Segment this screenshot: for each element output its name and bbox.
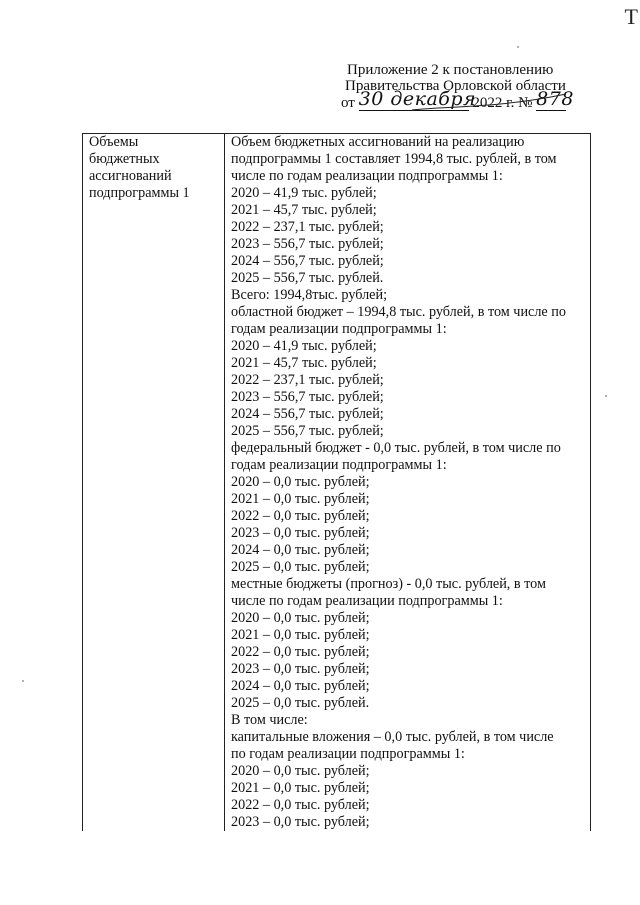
handwritten-date-field — [358, 88, 477, 111]
row-label-cell — [83, 134, 225, 832]
text-line: федеральный бюджет - 0,0 тыс. рублей, в том числе по — [231, 440, 561, 456]
text-line: числе по годам реализации подпрограммы 1: — [231, 593, 503, 609]
text-line: по годам реализации подпрограммы 1: — [231, 746, 465, 762]
text-line: 2022 – 0,0 тыс. рублей; — [231, 644, 370, 660]
text-line: 2020 – 0,0 тыс. рублей; — [231, 763, 370, 779]
text-line: 2022 – 237,1 тыс. рублей; — [231, 372, 384, 388]
scan-speck — [517, 46, 519, 48]
text-line: бюджетных — [89, 151, 160, 167]
text-line: 2021 – 0,0 тыс. рублей; — [231, 780, 370, 796]
header-from-label: от — [341, 95, 355, 111]
text-line: Объемы — [89, 134, 139, 150]
text-line: 2025 – 0,0 тыс. рублей. — [231, 695, 370, 711]
text-line: ассигнований — [89, 168, 172, 184]
text-line: 2022 – 0,0 тыс. рублей; — [231, 797, 370, 813]
scan-speck — [605, 395, 607, 397]
text-line: 2021 – 45,7 тыс. рублей; — [231, 202, 377, 218]
text-line: подпрограммы 1 составляет 1994,8 тыс. рублей, в том — [231, 151, 557, 167]
text-line: 2024 – 0,0 тыс. рублей; — [231, 542, 370, 558]
text-line: 2023 – 0,0 тыс. рублей; — [231, 661, 370, 677]
document-header — [341, 62, 581, 111]
header-appendix-line: Приложение 2 к постановлению — [347, 62, 554, 78]
handwritten-number: 878 — [536, 88, 574, 110]
text-line: капитальные вложения – 0,0 тыс. рублей, в том числе — [231, 729, 554, 745]
text-line: 2024 – 556,7 тыс. рублей; — [231, 406, 384, 422]
text-line: 2022 – 237,1 тыс. рублей; — [231, 219, 384, 235]
row-content-cell — [225, 134, 591, 832]
handwritten-date: 30 декабря — [358, 88, 477, 110]
page-corner-mark: T — [624, 4, 638, 29]
text-line: 2025 – 556,7 тыс. рублей; — [231, 423, 384, 439]
handwritten-number-field — [536, 88, 574, 111]
text-line: годам реализации подпрограммы 1: — [231, 321, 447, 337]
text-line: 2024 – 0,0 тыс. рублей; — [231, 678, 370, 694]
scan-speck — [22, 680, 24, 682]
text-line: 2025 – 556,7 тыс. рублей. — [231, 270, 384, 286]
text-line: 2020 – 41,9 тыс. рублей; — [231, 185, 377, 201]
text-line: 2023 – 0,0 тыс. рублей; — [231, 525, 370, 541]
table-row — [83, 134, 591, 832]
text-line: 2023 – 556,7 тыс. рублей; — [231, 389, 384, 405]
text-line: В том числе: — [231, 712, 308, 728]
text-line: 2023 – 0,0 тыс. рублей; — [231, 814, 370, 830]
text-line: 2020 – 41,9 тыс. рублей; — [231, 338, 377, 354]
text-line: 2024 – 556,7 тыс. рублей; — [231, 253, 384, 269]
budget-allocation-table — [82, 133, 591, 831]
text-line: 2022 – 0,0 тыс. рублей; — [231, 508, 370, 524]
text-line: областной бюджет – 1994,8 тыс. рублей, в том числе по — [231, 304, 566, 320]
header-year-label: 2022 г. № — [472, 95, 533, 111]
text-line: местные бюджеты (прогноз) - 0,0 тыс. рублей, в том — [231, 576, 546, 592]
text-line: Объем бюджетных ассигнований на реализацию — [231, 134, 525, 150]
text-line: годам реализации подпрограммы 1: — [231, 457, 447, 473]
header-government-line: Правительства Орловской области — [345, 78, 566, 94]
text-line: 2025 – 0,0 тыс. рублей; — [231, 559, 370, 575]
header-date-line — [341, 88, 581, 111]
text-line: числе по годам реализации подпрограммы 1: — [231, 168, 503, 184]
text-line: 2021 – 0,0 тыс. рублей; — [231, 627, 370, 643]
text-line: 2021 – 0,0 тыс. рублей; — [231, 491, 370, 507]
text-line: 2020 – 0,0 тыс. рублей; — [231, 474, 370, 490]
text-line: подпрограммы 1 — [89, 185, 190, 201]
text-line: 2023 – 556,7 тыс. рублей; — [231, 236, 384, 252]
text-line: 2020 – 0,0 тыс. рублей; — [231, 610, 370, 626]
text-line: 2021 – 45,7 тыс. рублей; — [231, 355, 377, 371]
text-line: Всего: 1994,8тыс. рублей; — [231, 287, 388, 303]
